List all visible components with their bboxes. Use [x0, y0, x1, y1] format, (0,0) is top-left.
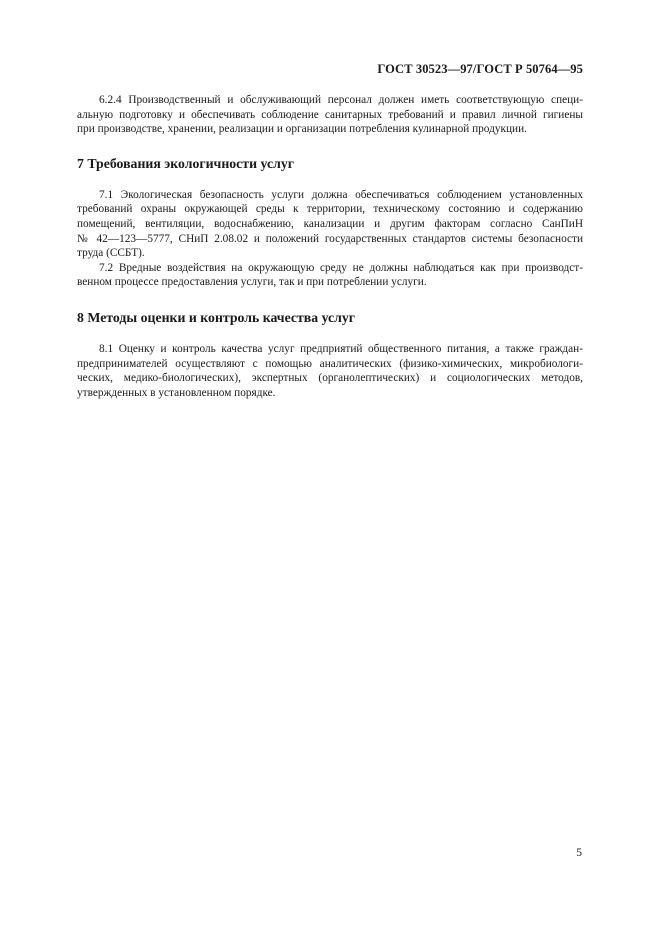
text-line: ческих, медико-биологических), экспертных (органолептических) и социологических методов,	[77, 372, 583, 385]
text-line: требований охраны окружающей среды к территории, техническому состоянию и содержанию	[77, 203, 583, 216]
page-number: 5	[576, 847, 582, 859]
text-line: помещений, вентиляции, водоснабжению, канализации и другим факторам согласно СанПиН	[77, 217, 583, 230]
paragraph-7-1	[77, 188, 583, 261]
text-line: венном процессе предоставления услуги, так и при потреблении услуги.	[77, 276, 427, 289]
text-line: труда (ССБТ).	[77, 247, 145, 260]
text-line: при производстве, хранении, реализации и организации потребления кулинарной продукции.	[77, 123, 527, 136]
section-7-title: 7 Требования экологичности услуг	[77, 155, 294, 171]
text-line: 8.1 Оценку и контроль качества услуг предприятий общественного питания, а также граждан-	[99, 342, 583, 355]
text-line: № 42—123—5777, СНиП 2.08.02 и положений государственных стандартов системы безопасности	[77, 232, 583, 245]
document-body	[77, 93, 583, 400]
text-line: 7.1 Экологическая безопасность услуги должна обеспечиваться соблюдением установленных	[99, 188, 583, 201]
section-8-title: 8 Методы оценки и контроль качества услуг	[77, 309, 356, 325]
text-line: утвержденных в установленном порядке.	[77, 386, 276, 399]
text-line: альную подготовку и обеспечивать соблюдение санитарных требований и правил личной гигиены	[77, 108, 583, 121]
document-header: ГОСТ 30523—97/ГОСТ Р 50764—95	[377, 62, 583, 76]
text-line: 7.2 Вредные воздействия на окружающую среду не должны наблюдаться как при производст-	[99, 261, 583, 274]
paragraph-6-2-4	[77, 93, 583, 137]
text-line: 6.2.4 Производственный и обслуживающий персонал должен иметь соответствующую специ-	[99, 94, 583, 106]
paragraph-7-2	[77, 261, 583, 290]
paragraph-8-1	[77, 342, 583, 400]
text-line: предпринимателей осуществляют с помощью аналитических (физико-химических, микробиологи-	[77, 357, 583, 370]
